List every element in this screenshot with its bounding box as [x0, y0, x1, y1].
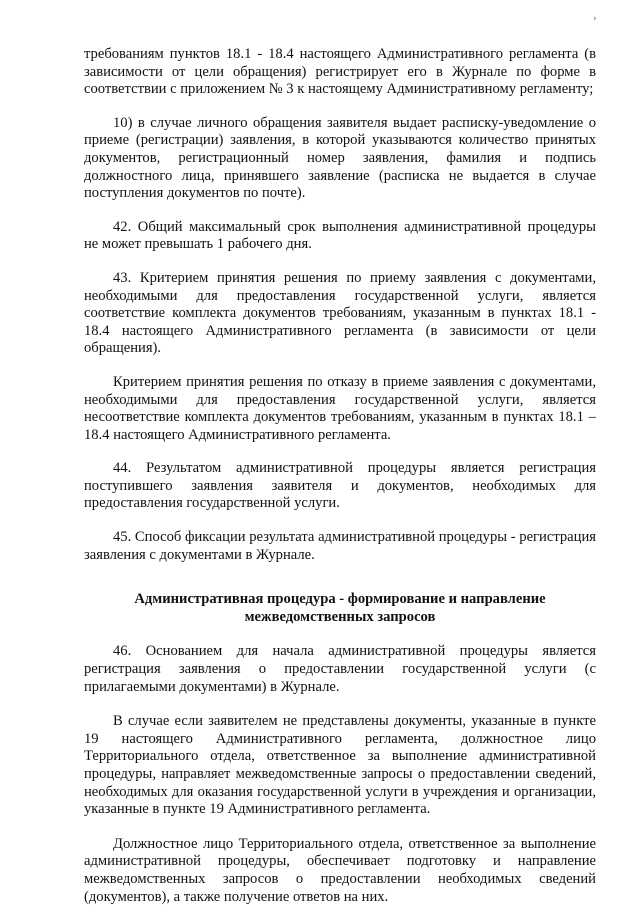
section-heading [84, 591, 596, 626]
document-page [84, 46, 596, 922]
paragraph-43: 43. Критерием принятия решения по приему заявления с документами, необходимыми для предоставления государственной услуги, является соответствие комплекта документов требованиям, указанным в пунктах 18.1 - 18.4 настоящего Административного регламента (в зависимости от цели обращения). [84, 269, 596, 357]
paragraph-43-refusal: Критерием принятия решения по отказу в приеме заявления с документами, необходимыми для предоставления государственной услуги, является несоответствие комплекта документов требованиям, указанным в пунктах 18.1 – 18.4 настоящего Административного регламента. [84, 373, 596, 443]
paragraph-continuation: требованиям пунктов 18.1 - 18.4 настоящего Административного регламента (в зависимости от цели обращения) регистрирует его в Журнале по форме в соответствии с приложением № 3 к настоящему Административному регламенту; [84, 46, 596, 98]
paragraph-responsible-official: Должностное лицо Территориального отдела, ответственное за выполнение административной процедуры, обеспечивает подготовку и направление межведомственных запросов о предоставлении необходимых сведений (документов), а также получение ответов на них. [84, 835, 596, 905]
section-heading-line-1: Административная процедура - формирование и направление [134, 591, 546, 608]
paragraph-item-10: 10) в случае личного обращения заявителя выдает расписку-уведомление о приеме (регистрации) заявления, в которой указываются количество принятых документов, регистрационный номер заявления, фамилия и подпись должностного лица, принявшего заявление (расписка не выдается в случае поступления документов по почте). [84, 114, 596, 202]
section-heading-line-2: межведомственных запросов [244, 608, 436, 625]
paragraph-44: 44. Результатом административной процедуры является регистрация поступившего заявления заявителя и документов, необходимых для предоставления государственной услуги. [84, 460, 596, 512]
paragraph-42: 42. Общий максимальный срок выполнения административной процедуры не может превышать 1 рабочего дня. [84, 218, 596, 253]
paragraph-46: 46. Основанием для начала административной процедуры является регистрация заявления о предоставлении государственной услуги (с прилагаемыми документами) в Журнале. [84, 643, 596, 695]
paragraph-45: 45. Способ фиксации результата административной процедуры - регистрация заявления с документами в Журнале. [84, 529, 596, 563]
scan-speck: › [593, 14, 597, 24]
paragraph-missing-documents: В случае если заявителем не представлены документы, указанные в пункте 19 настоящего Административного регламента, должностное лицо Территориального отдела, ответственное за выполнение административной процедуры, направляет межведомственные запросы о предоставлении сведений, необходимых для оказания государственной услуги в учреждения и организации, указанные в пункте 19 Административного регламента. [84, 713, 596, 818]
